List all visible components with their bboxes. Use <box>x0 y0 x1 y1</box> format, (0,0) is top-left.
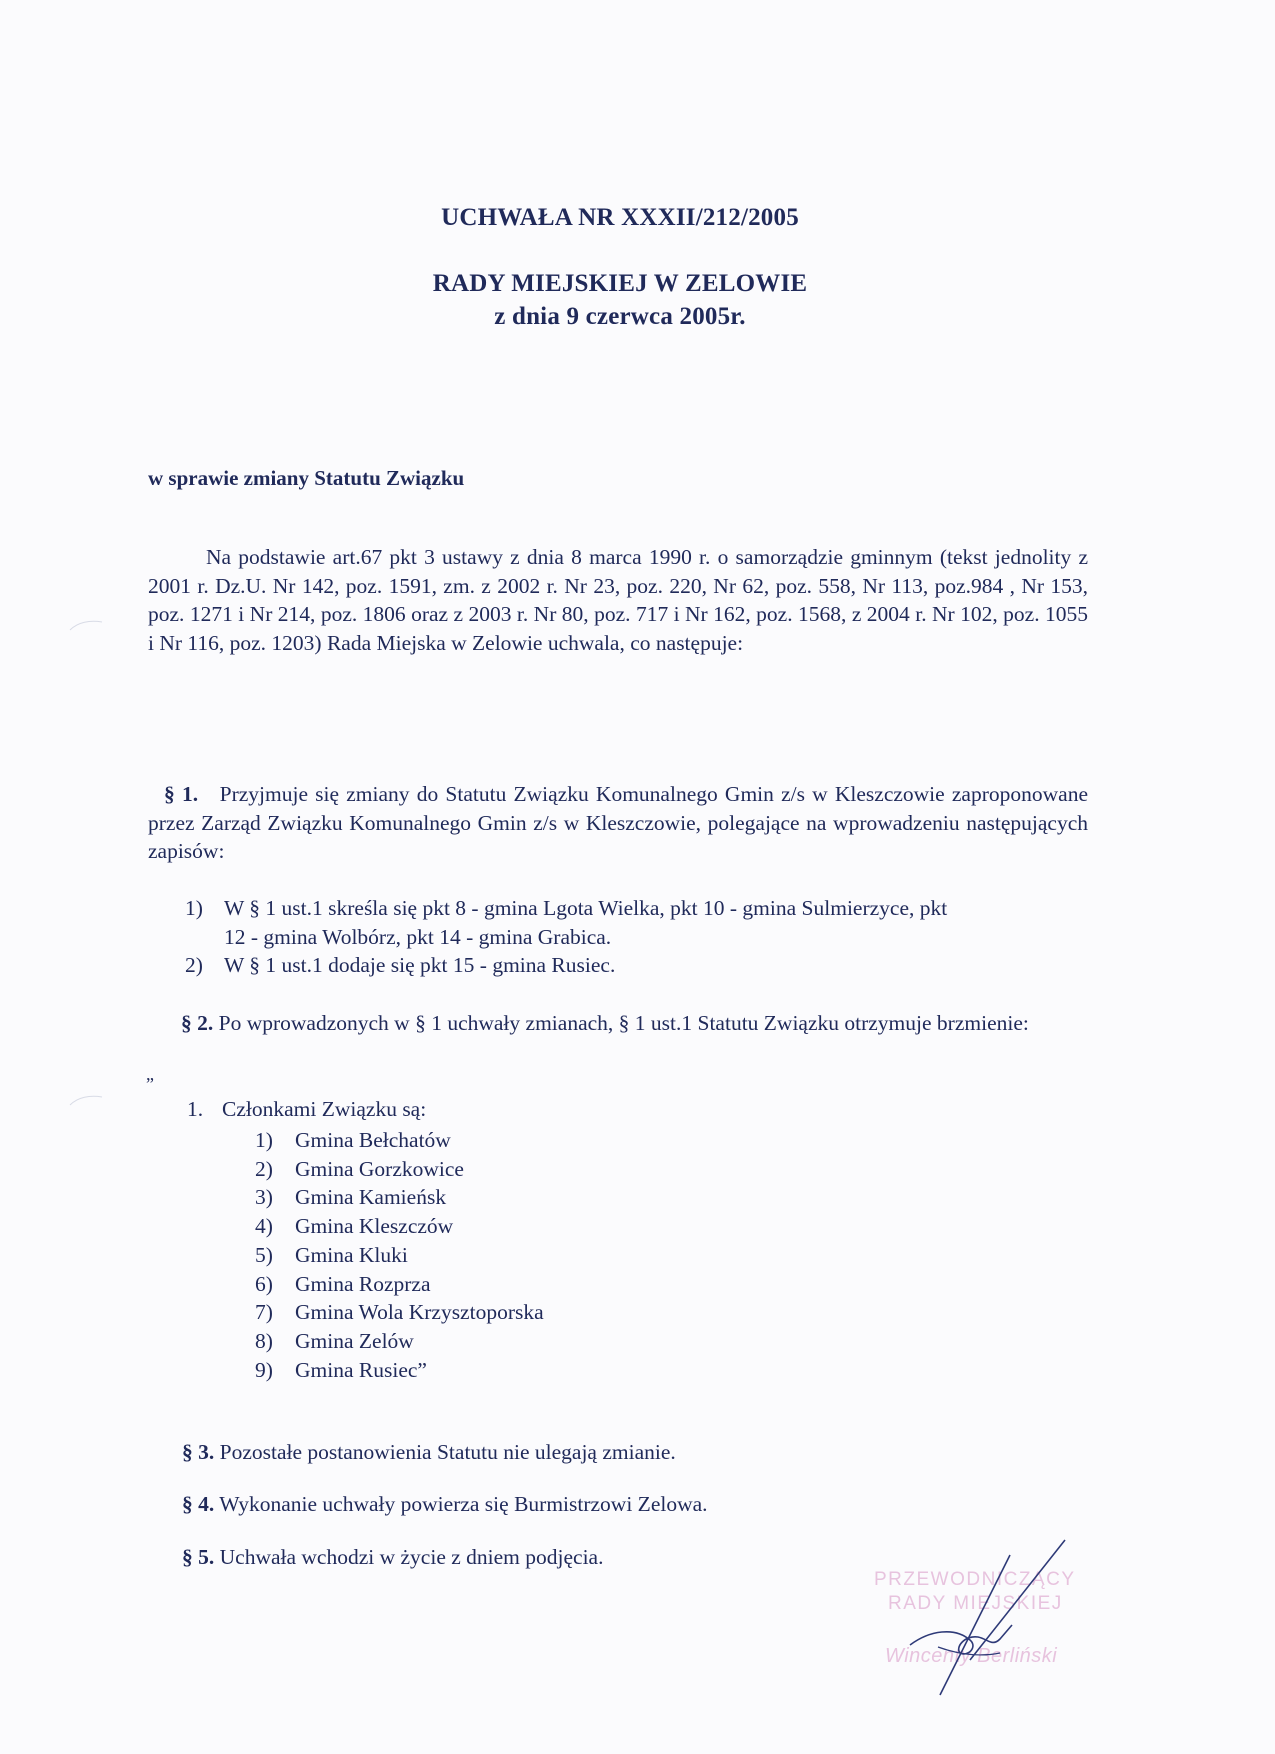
member-item: 5) Gmina Kluki <box>255 1242 408 1267</box>
amendment-item-2-number: 2) <box>185 953 203 977</box>
point-1-number: 1. <box>187 1097 204 1121</box>
section-3-mark: § 3. <box>182 1440 215 1464</box>
member-item: 4) Gmina Kleszczów <box>255 1214 454 1239</box>
member-item: 7) Gmina Wola Krzysztoporska <box>255 1300 544 1325</box>
section-2 <box>148 1009 1088 1038</box>
stamp-council: RADY MIEJSKIEJ <box>888 1593 1063 1614</box>
member-item: 2) Gmina Gorzkowice <box>255 1156 464 1181</box>
stamp-name: Wincenty Berliński <box>885 1645 1058 1667</box>
member-item: 3) Gmina Kamieńsk <box>255 1185 447 1210</box>
section-1-mark: § 1. <box>164 782 199 806</box>
section-5 <box>182 1545 603 1570</box>
scan-artifact-mark <box>68 600 108 640</box>
section-1-text: Przyjmuje się zmiany do Statutu Związku Komunalnego Gmin z/s w Kleszczowie zaproponowane przez Zarząd Związku Komunalnego Gmin z/s w Kleszczowie, polegające na wprowadzeniu następujących zapisów: <box>148 782 1088 863</box>
signature-icon <box>900 1535 1080 1700</box>
scan-artifact-mark <box>68 1075 108 1115</box>
section-5-mark: § 5. <box>182 1545 215 1569</box>
section-3 <box>182 1440 676 1465</box>
section-1 <box>148 780 1088 866</box>
member-item: 1) Gmina Bełchatów <box>255 1128 451 1152</box>
stamp-title: PRZEWODNICZĄCY <box>874 1569 1076 1590</box>
member-item: 9) Gmina Rusiec” <box>255 1357 427 1382</box>
resolution-number: UCHWAŁA NR XXXII/212/2005 <box>441 204 799 231</box>
section-4 <box>182 1492 708 1517</box>
section-2-text: Po wprowadzonych w § 1 uchwały zmianach, § 1 ust.1 Statutu Związku otrzymuje brzmienie: <box>218 1011 1029 1035</box>
preamble-paragraph: Na podstawie art.67 pkt 3 ustawy z dnia 8 marca 1990 r. o samorządzie gminnym (tekst jednolity z 2001 r. Dz.U. Nr 142, poz. 1591, zm. z 2002 r. Nr 23, poz. 220, Nr 62, poz. 558, Nr 113, poz.984 , Nr 153, poz. 1271 i Nr 214, poz. 1806 oraz z 2003 r. Nr 80, poz. 717 i Nr 162, poz. 1568, z 2004 r. Nr 102, poz. 1055 i Nr 116, poz. 1203) Rada Miejska w Zelowie uchwala, co następuje: <box>148 545 1088 655</box>
amendment-item-1-line2: 12 - gmina Wolbórz, pkt 14 - gmina Grabica. <box>224 925 612 949</box>
resolution-subject: w sprawie zmiany Statutu Związku <box>148 466 465 490</box>
member-item: 6) Gmina Rozprza <box>255 1271 431 1296</box>
amendment-item-1-number: 1) <box>185 896 203 920</box>
section-5-text: Uchwała wchodzi w życie z dniem podjęcia. <box>219 1545 604 1569</box>
point-1-text: Członkami Związku są: <box>222 1097 427 1121</box>
resolution-date: z dnia 9 czerwca 2005r. <box>494 303 746 330</box>
member-item: 8) Gmina Zelów <box>255 1328 414 1353</box>
amendment-item-1-line1: W § 1 ust.1 skreśla się pkt 8 - gmina Lgota Wielka, pkt 10 - gmina Sulmierzyce, pkt <box>224 896 948 920</box>
section-4-mark: § 4. <box>182 1492 215 1516</box>
member-list <box>255 1126 544 1384</box>
section-3-text: Pozostałe postanowienia Statutu nie ulegają zmianie. <box>219 1440 676 1464</box>
amendment-item-2-line1: W § 1 ust.1 dodaje się pkt 15 - gmina Rusiec. <box>224 953 616 977</box>
section-2-mark: § 2. <box>181 1011 214 1035</box>
council-name: RADY MIEJSKIEJ W ZELOWIE <box>432 270 808 297</box>
opening-quote: „ <box>146 1064 154 1084</box>
section-4-text: Wykonanie uchwały powierza się Burmistrzowi Zelowa. <box>219 1492 708 1516</box>
